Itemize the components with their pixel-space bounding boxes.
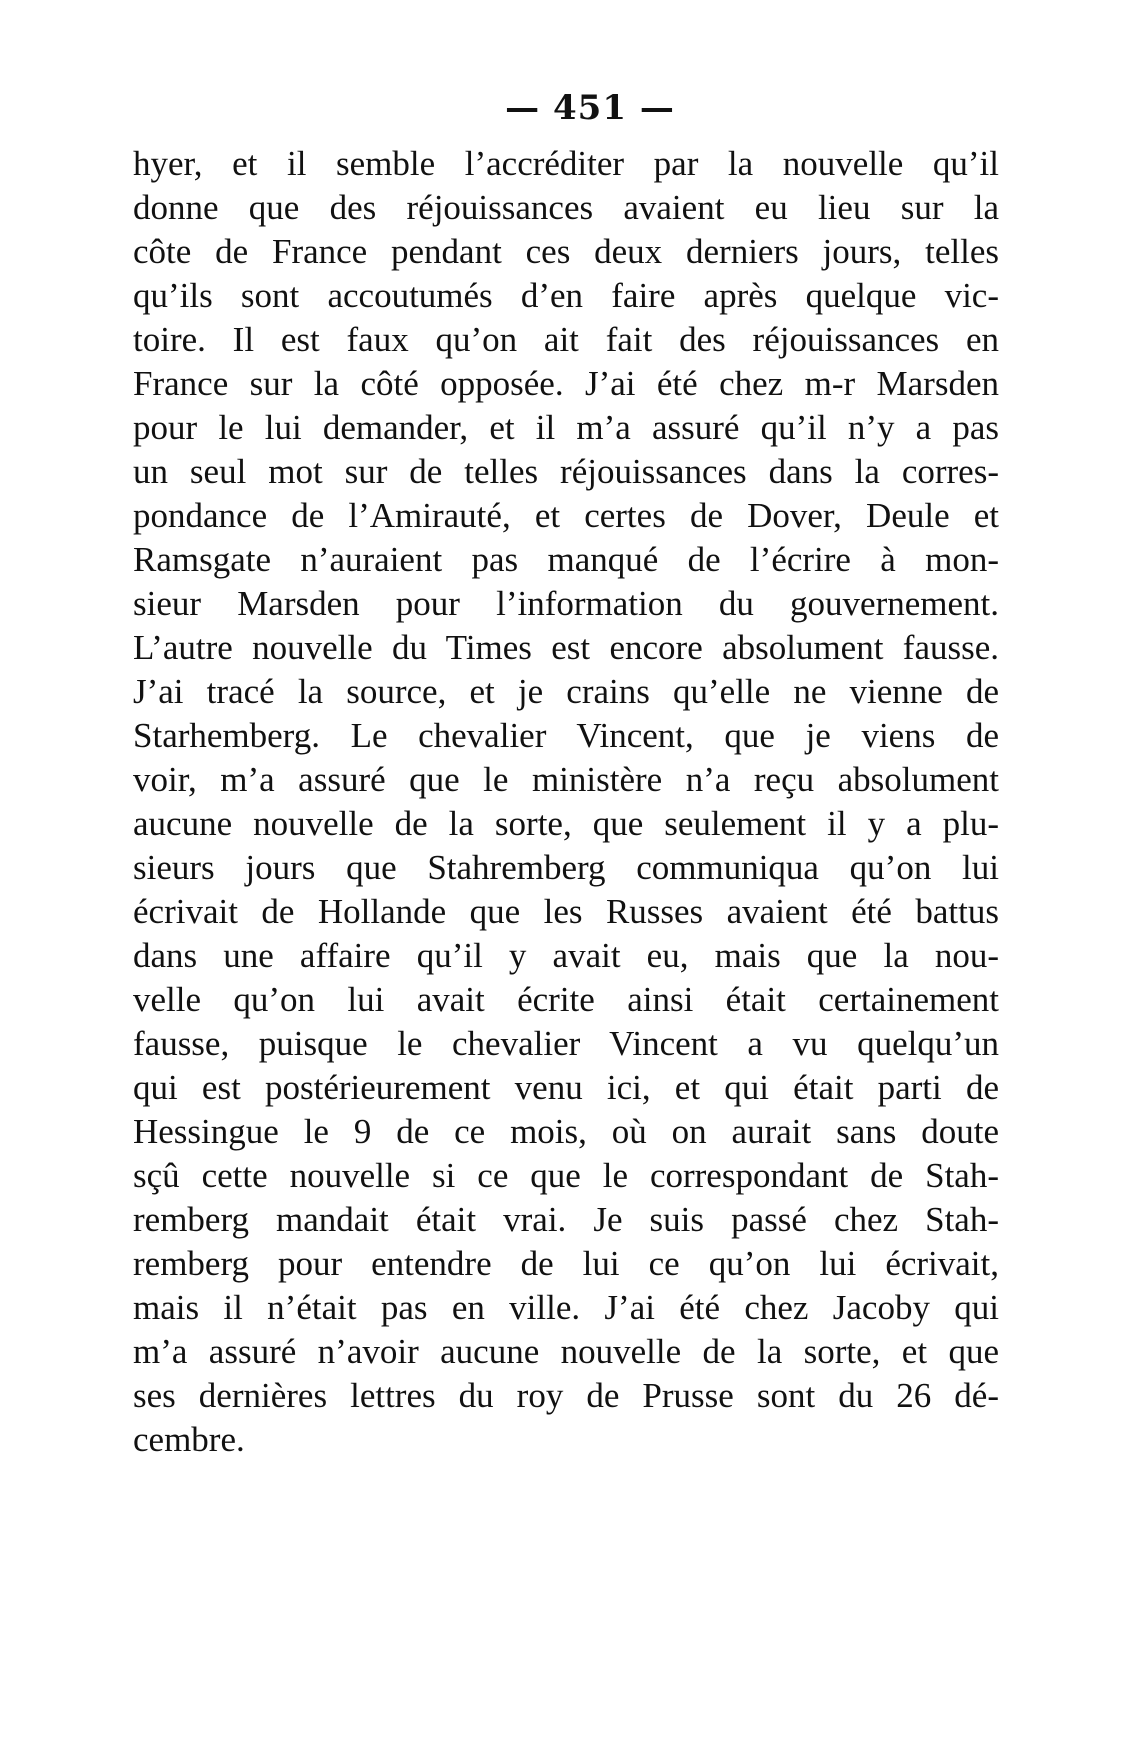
text-line: hyer, et il semble l’accréditer par la nouvelle qu’il <box>133 144 999 183</box>
text-line: remberg mandait était vrai. Je suis passé chez Stah- <box>133 1200 999 1239</box>
text-line: aucune nouvelle de la sorte, que seulement il y a plu- <box>133 804 999 843</box>
text-line: J’ai tracé la source, et je crains qu’elle ne vienne de <box>133 672 999 711</box>
text-line: France sur la côté opposée. J’ai été chez m-r Marsden <box>133 364 999 403</box>
text-line: L’autre nouvelle du Times est encore absolument fausse. <box>133 628 999 667</box>
text-line: qui est postérieurement venu ici, et qui était parti de <box>133 1068 999 1107</box>
text-line: cembre. <box>133 1420 245 1459</box>
text-line: Starhemberg. Le chevalier Vincent, que je viens de <box>133 716 999 755</box>
text-line: toire. Il est faux qu’on ait fait des réjouissances en <box>133 320 999 359</box>
text-line: pondance de l’Amirauté, et certes de Dover, Deule et <box>133 496 999 535</box>
body-text <box>133 142 999 1462</box>
text-line: donne que des réjouissances avaient eu lieu sur la <box>133 188 999 227</box>
text-line: qu’ils sont accoutumés d’en faire après quelque vic- <box>133 276 999 315</box>
text-line: voir, m’a assuré que le ministère n’a reçu absolument <box>133 760 999 799</box>
text-line: un seul mot sur de telles réjouissances dans la corres- <box>133 452 999 491</box>
page-number: — 451 — <box>505 88 675 128</box>
text-line: écrivait de Hollande que les Russes avaient été battus <box>133 892 999 931</box>
text-line: sieur Marsden pour l’information du gouvernement. <box>133 584 999 623</box>
text-line: Ramsgate n’auraient pas manqué de l’écrire à mon- <box>133 540 999 579</box>
text-line: fausse, puisque le chevalier Vincent a vu quelqu’un <box>133 1024 999 1063</box>
text-line: ses dernières lettres du roy de Prusse sont du 26 dé- <box>133 1376 999 1415</box>
text-line: Hessingue le 9 de ce mois, où on aurait sans doute <box>133 1112 999 1151</box>
text-line: mais il n’était pas en ville. J’ai été chez Jacoby qui <box>133 1288 999 1327</box>
text-line: m’a assuré n’avoir aucune nouvelle de la sorte, et que <box>133 1332 999 1371</box>
text-line: dans une affaire qu’il y avait eu, mais que la nou- <box>133 936 999 975</box>
text-line: velle qu’on lui avait écrite ainsi était certainement <box>133 980 999 1019</box>
text-line: remberg pour entendre de lui ce qu’on lui écrivait, <box>133 1244 999 1283</box>
text-line: pour le lui demander, et il m’a assuré qu’il n’y a pas <box>133 408 999 447</box>
text-line: côte de France pendant ces deux derniers jours, telles <box>133 232 999 271</box>
text-line: sçû cette nouvelle si ce que le correspondant de Stah- <box>133 1156 999 1195</box>
text-line: sieurs jours que Stahremberg communiqua qu’on lui <box>133 848 999 887</box>
